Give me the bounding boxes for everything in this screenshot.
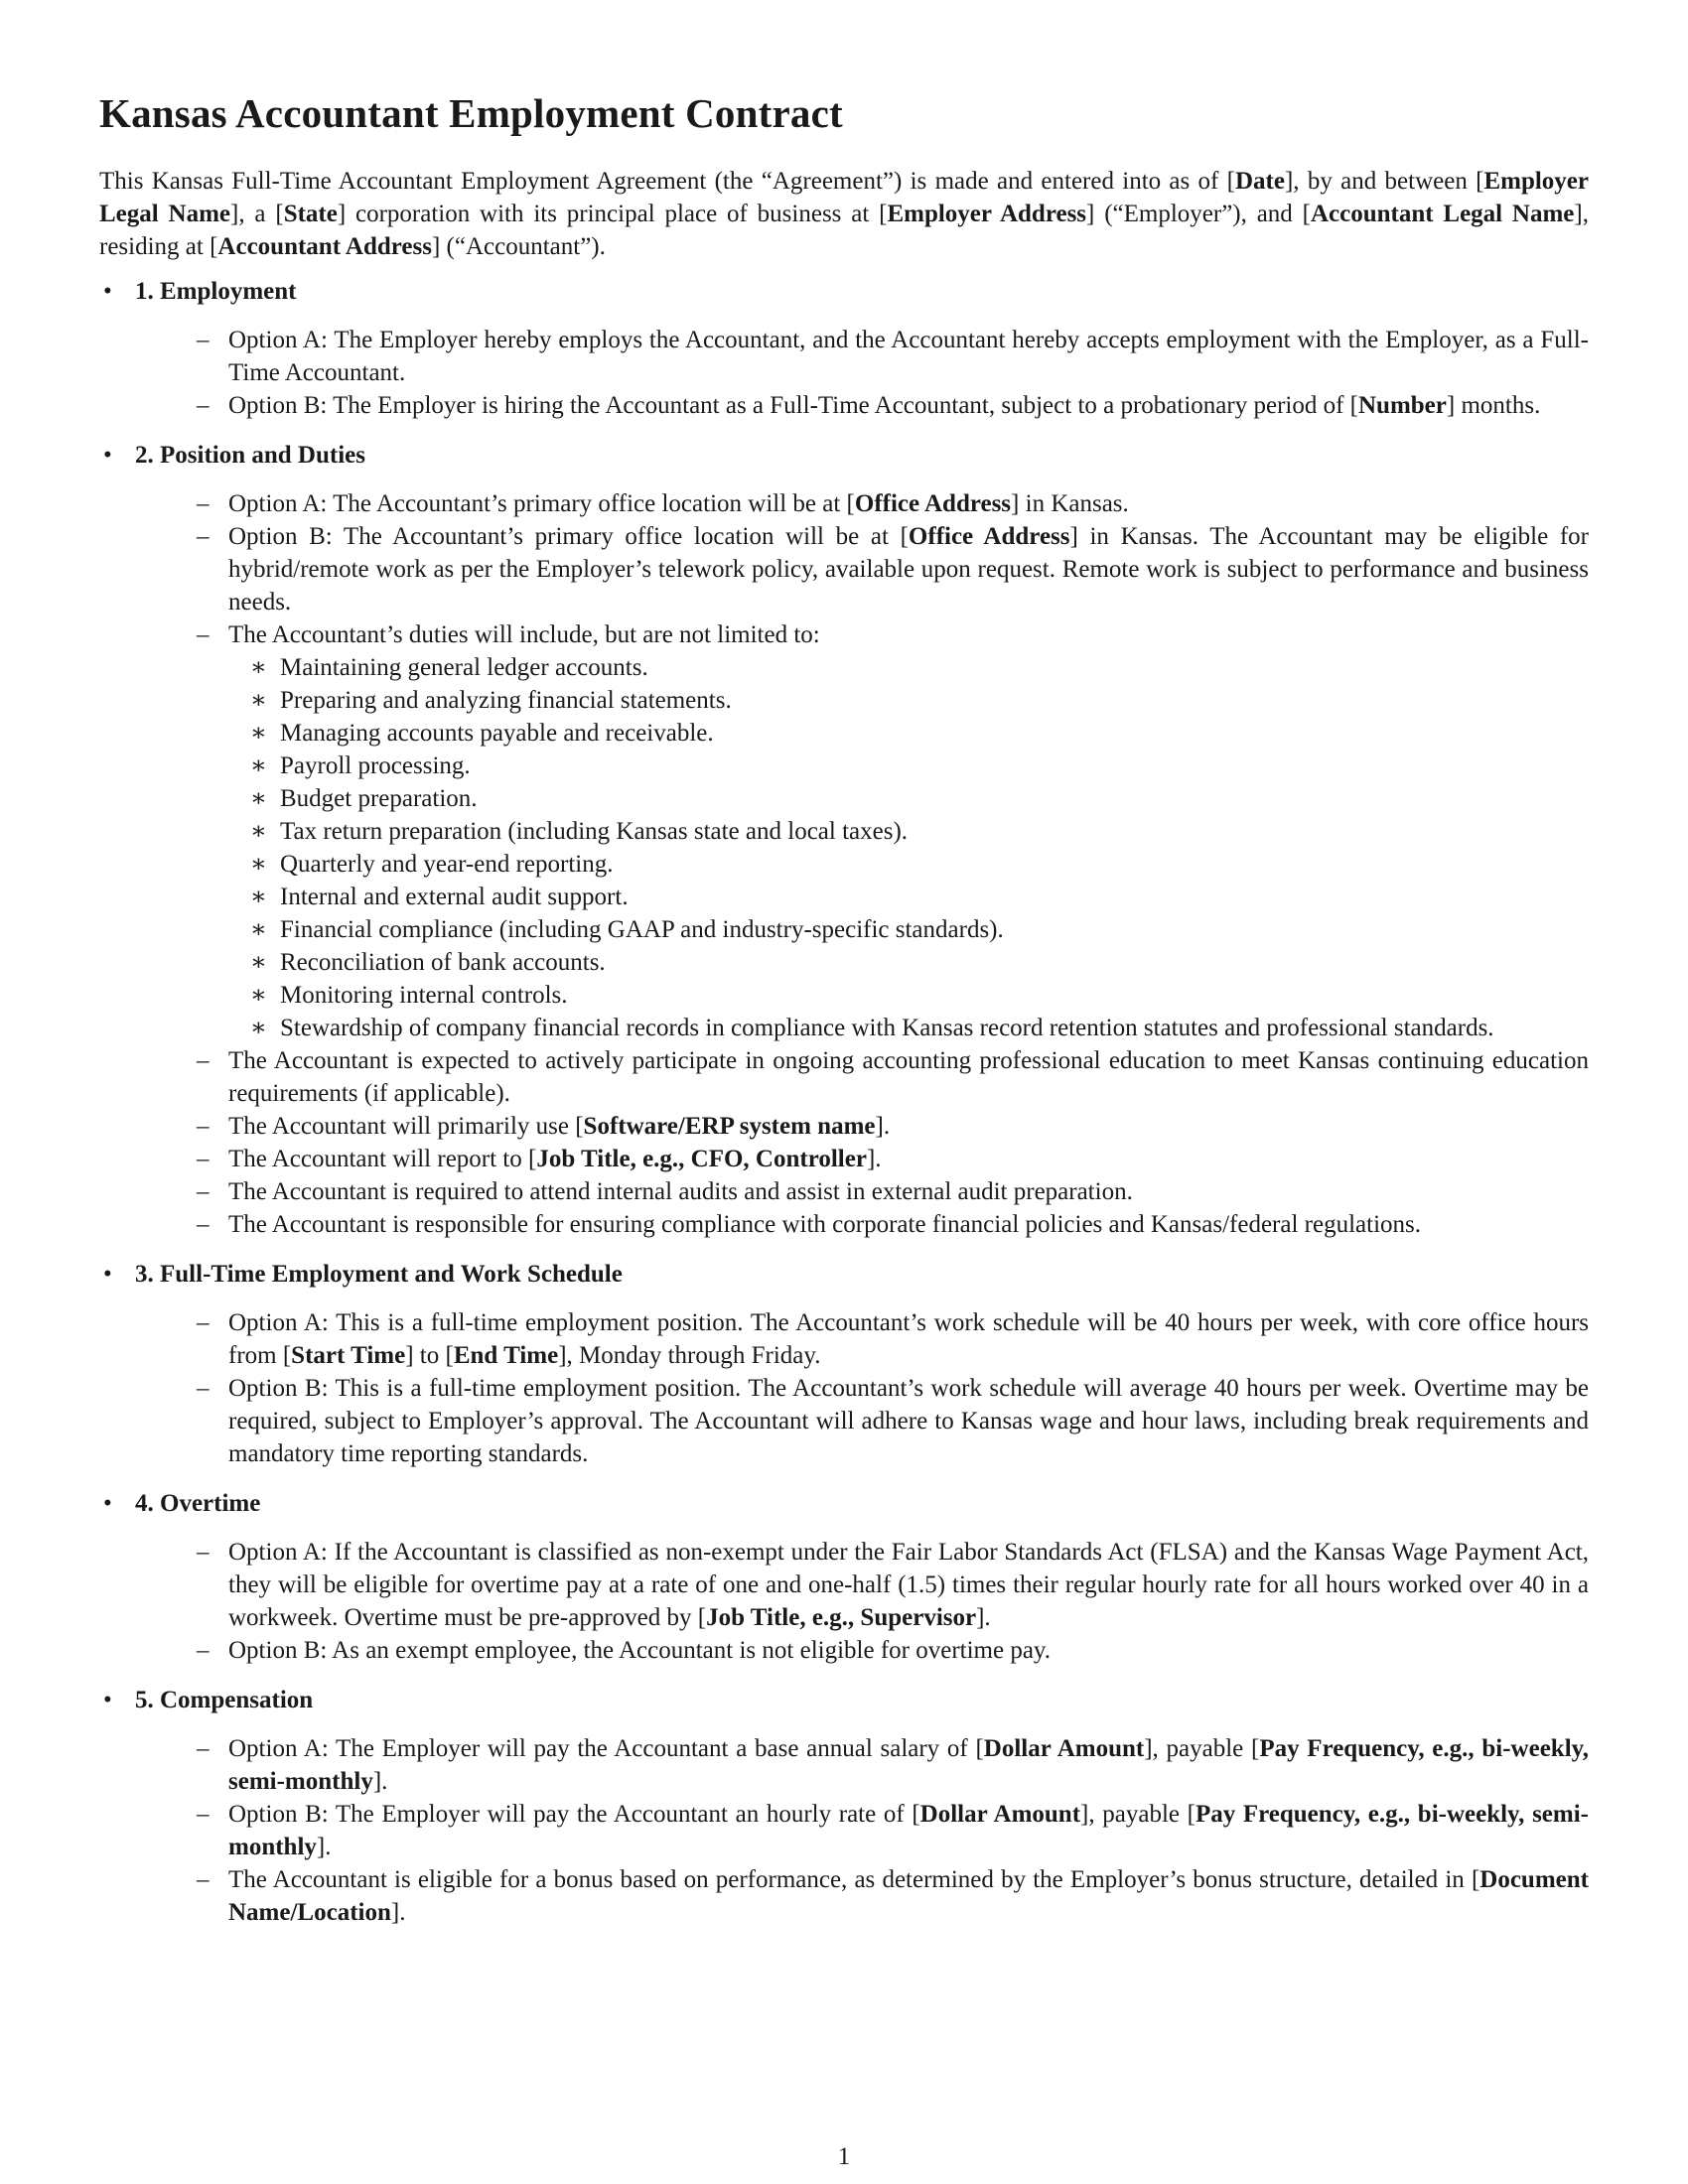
dash-icon: –	[197, 1047, 210, 1074]
dash-icon: –	[197, 523, 210, 550]
placeholder-pay-frequency: Pay Frequency, e.g., bi-weekly, semi-monthly	[228, 1801, 1589, 1860]
clause-text: ] in Kansas.	[1011, 490, 1129, 517]
dash-icon: –	[197, 621, 210, 648]
dash-icon: –	[197, 327, 210, 353]
bullet-icon: •	[103, 1261, 112, 1288]
placeholder-pay-frequency: Pay Frequency, e.g., bi-weekly, semi-monthly	[228, 1735, 1590, 1795]
duty-text: Preparing and analyzing financial statements.	[280, 687, 732, 714]
clause-text: Option A: If the Accountant is classified as non-exempt under the Fair Labor Standards Act (FLSA) and the Kansas Wage Payment Act, they will be eligible for overtime pay at a rate of one and one-half (1.5) times their regular hourly rate for all hours worked over 40 in a workweek. Overtime must be pre-approved by [	[228, 1539, 1589, 1631]
clause-text: The Accountant is eligible for a bonus based on performance, as determined by the Employer’s bonus structure, detailed in [	[228, 1866, 1480, 1893]
section-heading-text: 3. Full-Time Employment and Work Schedule	[135, 1261, 623, 1288]
placeholder-employer-name: Employer Legal Name	[99, 168, 1589, 227]
clause-text: Option B: The Employer is hiring the Accountant as a Full-Time Accountant, subject to a probationary period of [	[228, 392, 1358, 419]
clause-text: ].	[866, 1146, 882, 1172]
dash-icon: –	[197, 1539, 210, 1566]
duty-item	[250, 750, 1589, 782]
duty-text: Payroll processing.	[280, 752, 471, 779]
dash-icon: –	[197, 1801, 210, 1828]
section-employment	[103, 275, 1589, 422]
placeholder-date: Date	[1235, 168, 1285, 195]
intro-text: ] (“Employer”), and [	[1086, 201, 1311, 227]
duty-text: Financial compliance (including GAAP and industry-specific standards).	[280, 916, 1004, 943]
intro-text: ], a [	[230, 201, 284, 227]
clause-item	[197, 1110, 1589, 1143]
section-heading-text: 2. Position and Duties	[135, 442, 365, 469]
dash-icon: –	[197, 1866, 210, 1893]
clause-text: Option A: The Accountant’s primary office location will be at [	[228, 490, 855, 517]
clause-item	[197, 1863, 1589, 1929]
section-overtime	[103, 1487, 1589, 1667]
placeholder-state: State	[283, 201, 338, 227]
clause-item	[197, 1044, 1589, 1110]
clause-text: Option B: As an exempt employee, the Accountant is not eligible for overtime pay.	[228, 1637, 1052, 1664]
placeholder-dollar-amount: Dollar Amount	[919, 1801, 1081, 1828]
clause-item	[197, 1536, 1589, 1634]
clause-item	[197, 1634, 1589, 1667]
dash-icon: –	[197, 392, 210, 419]
section-heading	[103, 1487, 1589, 1520]
section-work-schedule	[103, 1258, 1589, 1470]
asterisk-icon: ∗	[250, 949, 267, 976]
clause-list	[135, 487, 1589, 1241]
bullet-icon: •	[103, 278, 112, 305]
clause-item	[197, 1306, 1589, 1372]
duty-item	[250, 782, 1589, 815]
duty-text: Internal and external audit support.	[280, 884, 629, 910]
clause-text: Option B: The Accountant’s primary office location will be at [	[228, 523, 909, 550]
dash-icon: –	[197, 1309, 210, 1336]
document-title: Kansas Accountant Employment Contract	[99, 90, 843, 136]
duty-item	[250, 1012, 1589, 1044]
clause-list	[135, 1536, 1589, 1667]
intro-text: ], by and between [	[1284, 168, 1484, 195]
duty-item	[250, 946, 1589, 979]
placeholder-office-address: Office Address	[854, 490, 1012, 517]
clause-list	[135, 1732, 1589, 1929]
duty-text: Quarterly and year-end reporting.	[280, 851, 614, 878]
clause-text: ] to [	[405, 1342, 454, 1369]
dash-icon: –	[197, 1375, 210, 1402]
dash-icon: –	[197, 1178, 210, 1205]
clause-text: Option A: The Employer hereby employs the Accountant, and the Accountant hereby accepts employment with the Employer, as a Full-Time Accountant.	[228, 327, 1589, 386]
duty-item	[250, 717, 1589, 750]
intro-text: This Kansas Full-Time Accountant Employment Agreement (the “Agreement”) is made and entered into as of [	[99, 168, 1235, 195]
clause-text: ] in Kansas. The Accountant may be eligible for hybrid/remote work as per the Employer’s telework policy, available upon request. Remote work is subject to performance and business needs.	[228, 523, 1589, 615]
duty-item	[250, 881, 1589, 913]
intro-text: ], residing at [	[99, 201, 1589, 260]
duties-list	[228, 651, 1589, 1044]
clause-text: ].	[316, 1834, 332, 1860]
clause-text: The Accountant’s duties will include, but are not limited to:	[228, 621, 820, 648]
asterisk-icon: ∗	[250, 916, 267, 943]
clause-item	[197, 487, 1589, 520]
placeholder-employer-address: Employer Address	[887, 201, 1087, 227]
section-heading-text: 4. Overtime	[135, 1490, 261, 1517]
clause-text: Option A: This is a full-time employment position. The Accountant’s work schedule will be 40 hours per week, with core office hours from [	[228, 1309, 1589, 1369]
clause-list	[135, 1306, 1589, 1470]
asterisk-icon: ∗	[250, 687, 267, 714]
duty-item	[250, 979, 1589, 1012]
duty-text: Budget preparation.	[280, 785, 478, 812]
placeholder-accountant-name: Accountant Legal Name	[1310, 201, 1575, 227]
duty-item	[250, 815, 1589, 848]
placeholder-dollar-amount: Dollar Amount	[983, 1735, 1145, 1762]
clause-text: ].	[390, 1899, 406, 1926]
duty-item	[250, 651, 1589, 684]
clause-item	[197, 1798, 1589, 1863]
asterisk-icon: ∗	[250, 720, 267, 747]
duty-text: Monitoring internal controls.	[280, 982, 568, 1009]
clause-text: Option A: The Employer will pay the Accountant a base annual salary of [	[228, 1735, 984, 1762]
clause-text: ].	[976, 1604, 991, 1631]
dash-icon: –	[197, 490, 210, 517]
placeholder-start-time: Start Time	[291, 1342, 406, 1369]
placeholder-office-address: Office Address	[908, 523, 1070, 550]
clause-text: The Accountant will report to [	[228, 1146, 537, 1172]
clause-text: Option B: The Employer will pay the Accountant an hourly rate of [	[228, 1801, 920, 1828]
duty-text: Maintaining general ledger accounts.	[280, 654, 648, 681]
clause-item	[197, 1175, 1589, 1208]
clause-text: ], Monday through Friday.	[558, 1342, 821, 1369]
section-heading	[103, 439, 1589, 472]
section-heading	[103, 1258, 1589, 1291]
duty-text: Managing accounts payable and receivable.	[280, 720, 714, 747]
duty-item	[250, 913, 1589, 946]
clause-list	[135, 324, 1589, 422]
clause-text: ].	[372, 1768, 388, 1795]
clause-text: The Accountant is responsible for ensuring compliance with corporate financial policies and Kansas/federal regulations.	[228, 1211, 1421, 1238]
asterisk-icon: ∗	[250, 851, 267, 878]
clause-item	[197, 1372, 1589, 1470]
clause-text: The Accountant will primarily use [	[228, 1113, 584, 1140]
asterisk-icon: ∗	[250, 654, 267, 681]
section-compensation	[103, 1684, 1590, 1929]
asterisk-icon: ∗	[250, 982, 267, 1009]
intro-paragraph	[99, 165, 1589, 263]
placeholder-number: Number	[1358, 392, 1447, 419]
bullet-icon: •	[103, 442, 112, 469]
duty-text: Tax return preparation (including Kansas state and local taxes).	[280, 818, 909, 845]
placeholder-supervisor-title: Job Title, e.g., Supervisor	[706, 1604, 977, 1631]
clause-item	[197, 1143, 1589, 1175]
asterisk-icon: ∗	[250, 1015, 267, 1041]
section-list	[99, 275, 1589, 1929]
clause-text: The Accountant is required to attend internal audits and assist in external audit preparation.	[228, 1178, 1133, 1205]
section-heading	[103, 275, 1589, 308]
duty-item	[250, 848, 1589, 881]
placeholder-end-time: End Time	[453, 1342, 559, 1369]
placeholder-job-title: Job Title, e.g., CFO, Controller	[536, 1146, 867, 1172]
dash-icon: –	[197, 1735, 210, 1762]
clause-item	[197, 1732, 1590, 1798]
clause-text: ].	[875, 1113, 891, 1140]
asterisk-icon: ∗	[250, 752, 267, 779]
clause-text: The Accountant is expected to actively participate in ongoing accounting professional education to meet Kansas continuing education requirements (if applicable).	[228, 1047, 1589, 1107]
clause-item	[197, 618, 1589, 1044]
clause-text: ] months.	[1446, 392, 1541, 419]
clause-item	[197, 324, 1589, 389]
section-heading-text: 5. Compensation	[135, 1687, 314, 1713]
section-heading-text: 1. Employment	[135, 278, 297, 305]
intro-text: ] corporation with its principal place of business at [	[337, 201, 888, 227]
placeholder-software: Software/ERP system name	[583, 1113, 876, 1140]
clause-text: ], payable [	[1144, 1735, 1260, 1762]
duty-text: Reconciliation of bank accounts.	[280, 949, 606, 976]
section-position-duties	[103, 439, 1589, 1241]
placeholder-accountant-address: Accountant Address	[217, 233, 432, 260]
clause-text: ], payable [	[1080, 1801, 1196, 1828]
section-heading	[103, 1684, 1589, 1716]
duty-text: Stewardship of company financial records in compliance with Kansas record retention statutes and professional standards.	[280, 1015, 1494, 1041]
dash-icon: –	[197, 1113, 210, 1140]
clause-item	[197, 520, 1589, 618]
asterisk-icon: ∗	[250, 818, 267, 845]
bullet-icon: •	[103, 1687, 112, 1713]
clause-item	[197, 389, 1589, 422]
dash-icon: –	[197, 1637, 210, 1664]
intro-text: ] (“Accountant”).	[431, 233, 606, 260]
dash-icon: –	[197, 1211, 210, 1238]
duty-item	[250, 684, 1589, 717]
asterisk-icon: ∗	[250, 884, 267, 910]
placeholder-document-name: Document Name/Location	[228, 1866, 1589, 1926]
clause-item	[197, 1208, 1589, 1241]
asterisk-icon: ∗	[250, 785, 267, 812]
bullet-icon: •	[103, 1490, 112, 1517]
page-number: 1	[837, 2143, 851, 2170]
dash-icon: –	[197, 1146, 210, 1172]
clause-text: Option B: This is a full-time employment position. The Accountant’s work schedule will average 40 hours per week. Overtime may be required, subject to Employer’s approval. The Accountant will adhere to Kansas wage and hour laws, including break requirements and mandatory time reporting standards.	[228, 1375, 1589, 1467]
